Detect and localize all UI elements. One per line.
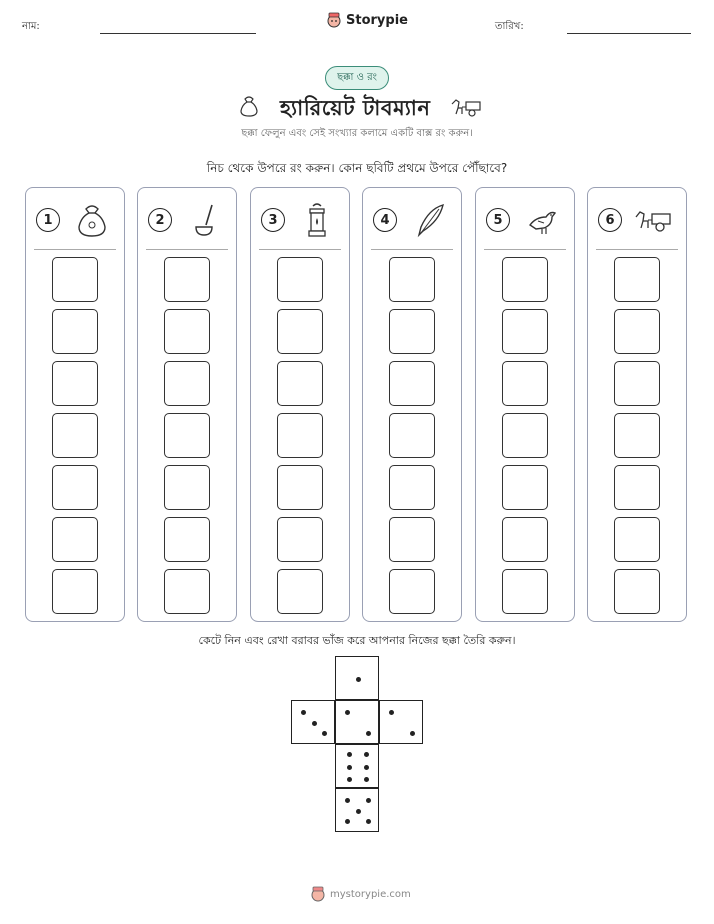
color-box[interactable]	[52, 517, 98, 562]
color-box[interactable]	[164, 257, 210, 302]
cut-instruction: কেটে নিন এবং রেখা বরাবর ভাঁজ করে আপনার নিজের ছক্কা তৈরি করুন।	[198, 634, 516, 647]
money-bag-icon	[72, 201, 112, 241]
die-pip	[345, 819, 350, 824]
color-box[interactable]	[389, 465, 435, 510]
die-pip	[410, 731, 415, 736]
die-pip	[345, 798, 350, 803]
color-box[interactable]	[614, 465, 660, 510]
footer	[310, 886, 411, 902]
column-divider	[146, 249, 228, 250]
die-pip	[366, 819, 371, 824]
name-label: নাম:	[22, 21, 40, 32]
column-divider	[34, 249, 116, 250]
brand-name: Storypie	[346, 12, 408, 28]
horse-cart-icon	[634, 201, 674, 241]
color-box[interactable]	[389, 517, 435, 562]
die-pip	[347, 752, 352, 757]
color-box[interactable]	[389, 413, 435, 458]
column-number: 6	[598, 208, 622, 232]
color-box[interactable]	[389, 257, 435, 302]
page-title: হ্যারিয়েট টাবম্যান	[280, 96, 431, 120]
storypie-mascot-icon	[326, 12, 342, 28]
die-pip	[345, 710, 350, 715]
die-pip	[356, 809, 361, 814]
die-pip	[322, 731, 327, 736]
die-face	[335, 788, 379, 832]
column-1	[25, 187, 125, 622]
color-box[interactable]	[52, 569, 98, 614]
die-pip	[312, 721, 317, 726]
color-box[interactable]	[502, 413, 548, 458]
color-box[interactable]	[164, 465, 210, 510]
color-box[interactable]	[164, 569, 210, 614]
die-pip	[364, 752, 369, 757]
color-box[interactable]	[614, 257, 660, 302]
column-divider	[371, 249, 453, 250]
color-box[interactable]	[52, 257, 98, 302]
column-4	[362, 187, 462, 622]
color-box[interactable]	[164, 361, 210, 406]
footer-url[interactable]: mystorypie.com	[330, 888, 411, 900]
date-label: তারিখ:	[495, 21, 524, 32]
color-box[interactable]	[164, 413, 210, 458]
die-face	[335, 656, 379, 700]
storypie-mascot-icon	[310, 886, 326, 902]
column-number: 4	[373, 208, 397, 232]
brand-logo	[326, 12, 408, 28]
column-2	[137, 187, 237, 622]
activity-badge: ছক্কা ও রং	[325, 66, 389, 90]
color-box[interactable]	[502, 569, 548, 614]
color-box[interactable]	[52, 413, 98, 458]
color-box[interactable]	[614, 569, 660, 614]
color-box[interactable]	[277, 517, 323, 562]
die-pip	[347, 777, 352, 782]
die-pip	[356, 677, 361, 682]
color-box[interactable]	[389, 361, 435, 406]
color-box[interactable]	[614, 413, 660, 458]
color-box[interactable]	[52, 309, 98, 354]
color-box[interactable]	[52, 465, 98, 510]
color-box[interactable]	[277, 569, 323, 614]
die-pip	[389, 710, 394, 715]
column-number: 3	[261, 208, 285, 232]
die-pip	[301, 710, 306, 715]
die-pip	[347, 765, 352, 770]
die-pip	[366, 731, 371, 736]
color-box[interactable]	[389, 569, 435, 614]
name-line[interactable]	[100, 33, 256, 34]
instruction-text: নিচ থেকে উপরে রং করুন। কোন ছবিটি প্রথমে উপরে পৌঁছাবে?	[206, 161, 508, 175]
color-box[interactable]	[502, 361, 548, 406]
color-box[interactable]	[277, 309, 323, 354]
die-pip	[366, 798, 371, 803]
bird-icon	[522, 201, 562, 241]
color-box[interactable]	[614, 309, 660, 354]
die-face	[335, 700, 379, 744]
color-box[interactable]	[614, 517, 660, 562]
page-subtitle: ছক্কা ফেলুন এবং সেই সংখ্যার কলামে একটি বাক্স রং করুন।	[241, 128, 473, 139]
quill-icon	[409, 201, 449, 241]
column-3	[250, 187, 350, 622]
money-bag-icon	[236, 93, 262, 119]
color-box[interactable]	[277, 465, 323, 510]
color-box[interactable]	[502, 465, 548, 510]
column-number: 5	[486, 208, 510, 232]
die-face	[379, 700, 423, 744]
lantern-icon	[297, 201, 337, 241]
color-box[interactable]	[277, 257, 323, 302]
column-number: 1	[36, 208, 60, 232]
color-box[interactable]	[614, 361, 660, 406]
color-box[interactable]	[277, 413, 323, 458]
color-box[interactable]	[389, 309, 435, 354]
die-face	[291, 700, 335, 744]
column-divider	[484, 249, 566, 250]
color-box[interactable]	[502, 257, 548, 302]
column-6	[587, 187, 687, 622]
die-pip	[364, 765, 369, 770]
die-face	[335, 744, 379, 788]
die-pip	[364, 777, 369, 782]
date-line[interactable]	[567, 33, 691, 34]
color-box[interactable]	[52, 361, 98, 406]
color-box[interactable]	[502, 517, 548, 562]
color-box[interactable]	[277, 361, 323, 406]
column-divider	[259, 249, 341, 250]
color-box[interactable]	[164, 309, 210, 354]
color-box[interactable]	[164, 517, 210, 562]
column-5	[475, 187, 575, 622]
color-box[interactable]	[502, 309, 548, 354]
ladle-icon	[184, 201, 224, 241]
column-number: 2	[148, 208, 172, 232]
horse-cart-icon	[450, 96, 482, 118]
column-divider	[596, 249, 678, 250]
